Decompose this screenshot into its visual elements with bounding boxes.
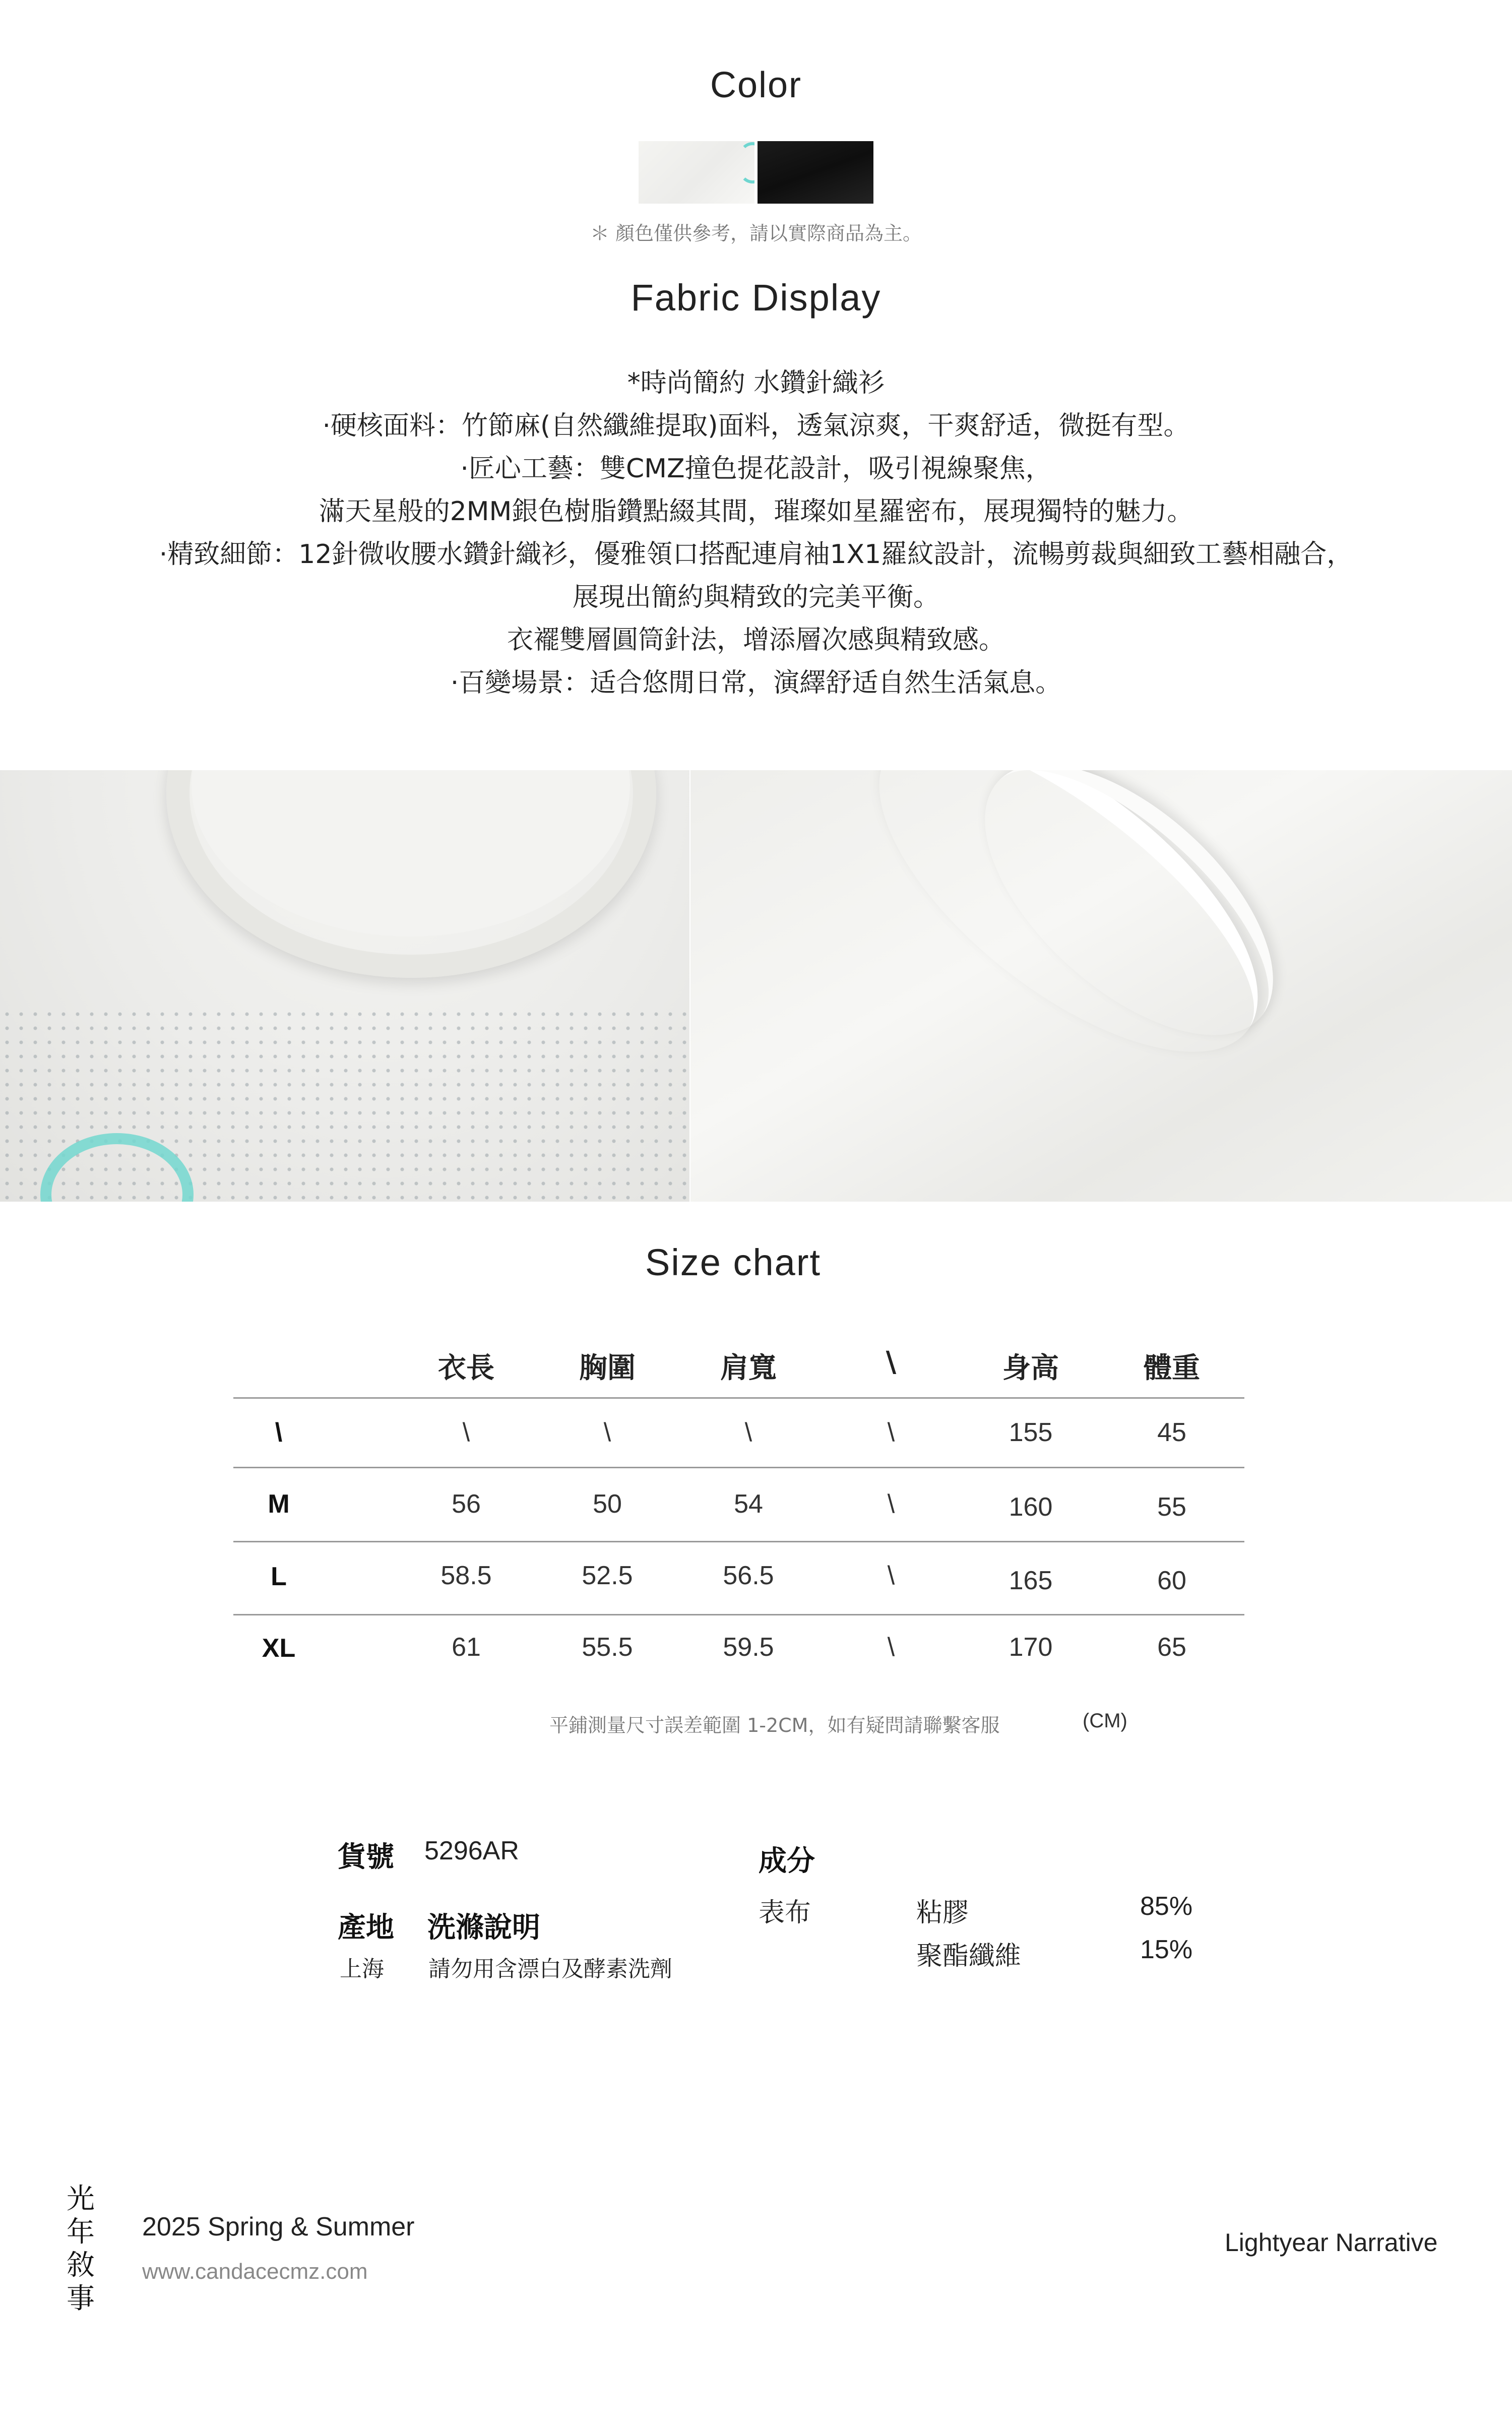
table-divider: [233, 1397, 1244, 1399]
fabric-photo-collar: [0, 770, 689, 1202]
table-cell: 61: [452, 1633, 481, 1662]
color-note: ＊ 顏色僅供參考，請以實際商品為主。: [590, 222, 922, 244]
brand-char: 光: [67, 2183, 95, 2215]
material-percent: 15%: [1140, 1935, 1193, 1964]
table-cell: 160: [1009, 1492, 1053, 1522]
table-cell: \: [887, 1418, 895, 1447]
brand-tagline: Lightyear Narrative: [1225, 2228, 1438, 2257]
table-divider: [233, 1541, 1244, 1542]
brand-char: 事: [67, 2282, 95, 2315]
size-label: \: [275, 1418, 283, 1447]
description-line: ·精致細節：12針微收腰水鑽針織衫，優雅領口搭配連肩袖1X1羅紋設計，流暢剪裁與細致工藝相融合，: [159, 539, 1353, 570]
outer-fabric-label: 表布: [759, 1898, 811, 1928]
table-cell: 56.5: [723, 1561, 774, 1590]
table-cell: \: [887, 1633, 895, 1662]
table-cell: 55: [1157, 1492, 1186, 1522]
description-line: 滿天星般的2MM銀色樹脂鑽點綴其間，璀璨如星羅密布，展現獨特的魅力。: [319, 496, 1193, 527]
description-line: ·匠心工藝：雙CMZ撞色提花設計，吸引視線聚焦，: [460, 454, 1052, 484]
brand-char: 年: [67, 2216, 95, 2249]
swatch-white[interactable]: [639, 141, 754, 204]
sku-label: 貨號: [338, 1841, 394, 1874]
brand-char: 敘: [67, 2249, 95, 2282]
wash-label: 洗滌說明: [427, 1911, 540, 1944]
size-unit: (CM): [1083, 1710, 1127, 1732]
table-cell: 59.5: [723, 1633, 774, 1662]
sku-value: 5296AR: [424, 1836, 519, 1865]
description-line: ·硬核面料：竹節麻(自然纖維提取)面料，透氣涼爽，干爽舒适，微挺有型。: [322, 411, 1190, 441]
table-cell: 170: [1009, 1633, 1053, 1662]
description-line: 衣襬雙層圓筒針法，增添層次感與精致感。: [507, 625, 1005, 655]
table-cell: 52.5: [582, 1561, 633, 1590]
description-line: ·百變場景：适合悠閒日常，演繹舒适自然生活氣息。: [450, 668, 1062, 698]
website-link[interactable]: www.candacecmz.com: [142, 2259, 368, 2284]
table-cell: \: [887, 1489, 895, 1519]
swatch-black[interactable]: [758, 141, 873, 204]
origin-label: 產地: [338, 1911, 394, 1944]
size-header-shoulder: 肩寬: [720, 1352, 777, 1385]
table-cell: 56: [452, 1489, 481, 1519]
table-cell: 65: [1157, 1633, 1186, 1662]
table-divider: [233, 1467, 1244, 1468]
composition-label: 成分: [759, 1845, 815, 1878]
wash-value: 請勿用含漂白及酵素洗劑: [428, 1956, 672, 1982]
color-title: Color: [710, 65, 802, 105]
fabric-title: Fabric Display: [631, 277, 881, 319]
size-label: XL: [262, 1634, 296, 1663]
size-header-length: 衣長: [438, 1352, 494, 1385]
table-cell: 55.5: [582, 1633, 633, 1662]
description-line: 展現出簡約與精致的完美平衡。: [572, 582, 939, 612]
table-divider: [233, 1614, 1244, 1615]
table-cell: 54: [734, 1489, 763, 1519]
material-name: 聚酯纖維: [916, 1941, 1022, 1971]
table-cell: \: [744, 1418, 752, 1447]
size-label: L: [271, 1562, 287, 1591]
material-percent: 85%: [1140, 1892, 1193, 1921]
table-cell: \: [462, 1418, 470, 1447]
material-name: 粘膠: [916, 1898, 969, 1928]
table-cell: 155: [1009, 1418, 1053, 1447]
table-cell: 50: [593, 1489, 622, 1519]
table-cell: 165: [1009, 1566, 1053, 1595]
table-cell: \: [603, 1418, 611, 1447]
brand-logo-vertical: [66, 2183, 96, 2316]
size-header-chest: 胸圍: [579, 1352, 636, 1385]
size-header-height: 身高: [1002, 1352, 1059, 1385]
table-cell: 60: [1157, 1566, 1186, 1595]
size-header-weight: 體重: [1144, 1352, 1200, 1385]
season-text: 2025 Spring & Summer: [142, 2212, 415, 2241]
table-cell: 58.5: [440, 1561, 492, 1590]
fabric-photo-fold: [690, 770, 1512, 1202]
table-cell: \: [887, 1561, 895, 1590]
size-label: M: [268, 1489, 290, 1519]
size-chart-title: Size chart: [645, 1241, 822, 1283]
size-note: 平鋪測量尺寸誤差範圍 1-2CM，如有疑問請聯繫客服: [549, 1714, 1000, 1736]
table-cell: 45: [1157, 1418, 1186, 1447]
origin-value: 上海: [340, 1956, 384, 1982]
size-header-blank: \: [886, 1346, 897, 1379]
description-line: *時尚簡約 水鑽針織衫: [627, 368, 885, 398]
